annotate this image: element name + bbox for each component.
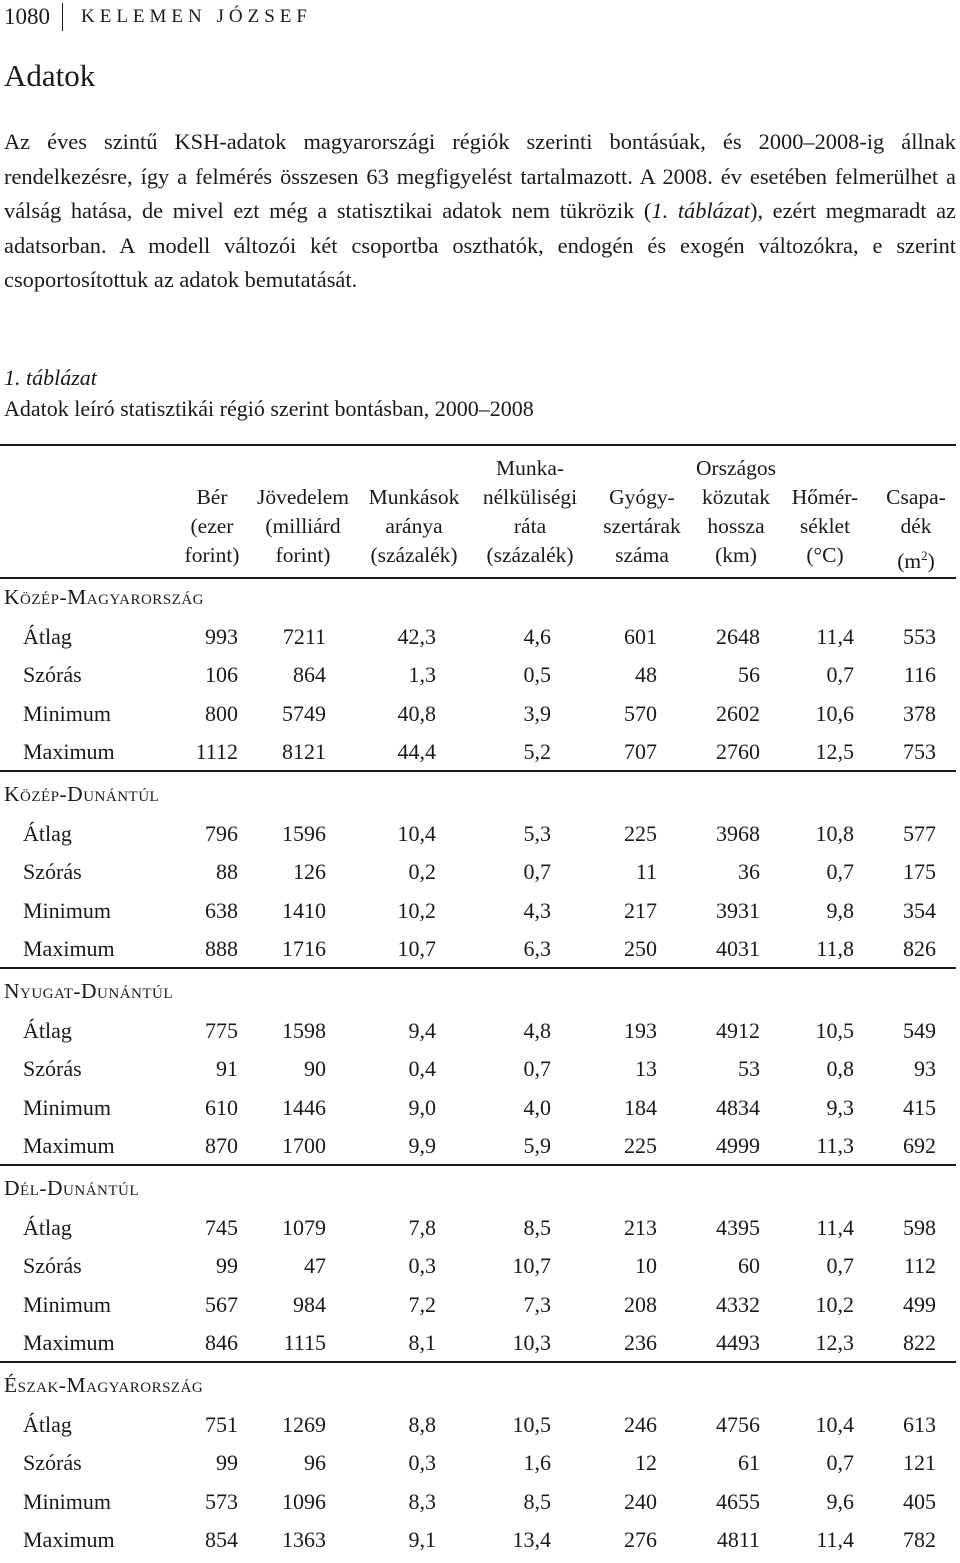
row-label: Maximum (23, 935, 115, 961)
table-cell: 11,4 (816, 1526, 854, 1552)
table-row (0, 662, 956, 698)
table-row (0, 1215, 956, 1251)
table-cell: 10 (635, 1253, 657, 1279)
table-cell: 4655 (716, 1488, 760, 1514)
row-label: Minimum (23, 897, 112, 923)
table-row (0, 1018, 956, 1054)
table-cell: 10,5 (815, 1018, 854, 1043)
table-row (0, 701, 956, 737)
table-cell: 47 (304, 1253, 326, 1279)
column-header-line (354, 483, 474, 512)
column-header-line (686, 541, 786, 570)
table-cell: 10,2 (815, 1291, 854, 1317)
column-header-line (686, 512, 786, 541)
table-cell: 5,2 (523, 738, 551, 764)
column-header-text: ráta (513, 514, 547, 538)
table-cell: 96 (304, 1450, 326, 1476)
table-cell: 40,8 (397, 700, 436, 726)
table-cell: 4912 (716, 1018, 760, 1043)
column-header-4 (475, 454, 585, 570)
region-separator-rule (0, 1361, 956, 1363)
table-cell: 10,2 (397, 897, 436, 923)
table-cell: 9,0 (408, 1094, 436, 1120)
table-top-rule (0, 444, 956, 446)
table-cell: 864 (293, 662, 326, 688)
table-cell: 0,5 (523, 662, 551, 688)
column-header-text: szertárak (603, 514, 681, 538)
table-cell: 11,8 (816, 935, 854, 961)
table-cell: 1112 (195, 738, 238, 764)
table-cell: 11,3 (816, 1132, 854, 1158)
table-row (0, 1450, 956, 1486)
paragraph-part-2: ), ezért megmaradt az adatsorban. A modell változói két csoportba oszthatók, endogén és exogén változókra, e szerint csoportosítottuk az adatok bemutatását. (4, 198, 956, 293)
table-row (0, 821, 956, 857)
table-cell: 0,3 (408, 1253, 436, 1279)
table-cell: 246 (624, 1412, 657, 1437)
row-label: Maximum (23, 1132, 115, 1158)
table-cell: 822 (903, 1329, 936, 1355)
column-header-superscript: 2 (921, 548, 928, 563)
table-cell: 236 (624, 1329, 657, 1355)
table-cell: 7,3 (523, 1291, 551, 1317)
column-header-line (354, 512, 474, 541)
table-cell: 499 (903, 1291, 936, 1317)
column-header-2 (248, 454, 358, 570)
table-cell: 751 (205, 1412, 238, 1437)
table-row (0, 624, 956, 660)
row-label: Átlag (23, 1215, 72, 1240)
table-cell: 573 (205, 1488, 238, 1514)
table-cell: 175 (903, 859, 936, 885)
column-header-line (876, 483, 956, 512)
column-header-line (785, 512, 865, 541)
table-cell: 1363 (282, 1526, 326, 1552)
column-header-line (785, 483, 865, 512)
table-cell: 10,4 (815, 1412, 854, 1437)
table-cell: 106 (205, 662, 238, 688)
table-cell: 567 (205, 1291, 238, 1317)
column-header-line (248, 454, 358, 483)
table-cell: 0,7 (826, 859, 854, 885)
table-cell: 4,0 (523, 1094, 551, 1120)
table-cell: 8,1 (408, 1329, 436, 1355)
column-header-line (876, 541, 956, 574)
table-cell: 1446 (282, 1094, 326, 1120)
table-cell: 225 (624, 1132, 657, 1158)
table-cell: 870 (205, 1132, 238, 1158)
table-cell: 0,4 (408, 1056, 436, 1082)
table-cell: 0,7 (826, 662, 854, 688)
table-cell: 745 (205, 1215, 238, 1240)
table-cell: 42,3 (397, 624, 436, 649)
table-row (0, 1292, 956, 1328)
column-header-line (592, 483, 692, 512)
table-cell: 775 (205, 1018, 238, 1043)
running-head (4, 2, 312, 32)
column-header-text: Országos (695, 456, 776, 480)
table-caption-label: 1. táblázat (4, 365, 97, 390)
table-row (0, 1412, 956, 1448)
table-cell: 3931 (716, 897, 760, 923)
table-cell: 9,1 (408, 1526, 436, 1552)
column-header-line (475, 512, 585, 541)
table-cell: 782 (903, 1526, 936, 1552)
row-label: Maximum (23, 738, 115, 764)
column-header-7 (785, 454, 865, 570)
table-cell: 2648 (716, 624, 760, 649)
table-cell: 993 (205, 624, 238, 649)
column-header-line (785, 541, 865, 570)
table-cell: 44,4 (397, 738, 436, 764)
region-title: Közép-Magyarország (4, 585, 204, 609)
table-cell: 1115 (283, 1329, 326, 1355)
table-cell: 4811 (716, 1526, 760, 1552)
table-cell: 184 (624, 1094, 657, 1120)
table-row (0, 1095, 956, 1131)
table-cell: 405 (903, 1488, 936, 1514)
table-cell: 8,3 (408, 1488, 436, 1514)
column-header-text: dék (900, 514, 932, 538)
column-header-text: nélküliségi (482, 485, 578, 509)
row-label: Szórás (23, 859, 82, 885)
table-cell: 6,3 (523, 935, 551, 961)
column-header-line (172, 483, 252, 512)
table-row (0, 1056, 956, 1092)
column-header-text: forint) (184, 543, 240, 567)
column-header-line (686, 483, 786, 512)
table-cell: 276 (624, 1526, 657, 1552)
table-cell: 553 (903, 624, 936, 649)
table-cell: 9,3 (826, 1094, 854, 1120)
column-header-text: Jövedelem (257, 485, 349, 509)
row-label: Szórás (23, 1056, 82, 1082)
table-header-rule (0, 577, 956, 579)
table-cell: 116 (903, 662, 936, 688)
row-label: Szórás (23, 1450, 82, 1476)
table-cell: 11 (635, 859, 657, 885)
table-cell: 5749 (282, 700, 326, 726)
table-cell: 1269 (282, 1412, 326, 1437)
table-row (0, 1253, 956, 1289)
column-header-text: Munka- (495, 456, 565, 480)
table-cell: 7211 (282, 624, 326, 649)
table-cell: 4,3 (523, 897, 551, 923)
column-header-text: száma (615, 543, 669, 567)
table-cell: 638 (205, 897, 238, 923)
column-header-text: (ezer (190, 514, 234, 538)
table-row (0, 1489, 956, 1525)
table-cell: 10,5 (512, 1412, 551, 1437)
table-cell: 99 (216, 1253, 238, 1279)
row-label: Szórás (23, 1253, 82, 1279)
table-row (0, 898, 956, 934)
table-cell: 213 (624, 1215, 657, 1240)
table-cell: 8,8 (408, 1412, 436, 1437)
table-cell: 549 (903, 1018, 936, 1043)
table-cell: 12 (635, 1450, 657, 1476)
table-cell: 225 (624, 821, 657, 846)
row-label: Minimum (23, 1488, 112, 1514)
column-header-line (592, 454, 692, 483)
table-cell: 0,7 (826, 1450, 854, 1476)
table-cell: 1596 (282, 821, 326, 846)
row-label: Maximum (23, 1329, 115, 1355)
table-cell: 8,5 (523, 1488, 551, 1514)
table-cell: 121 (903, 1450, 936, 1476)
table-cell: 7,2 (408, 1291, 436, 1317)
table-caption-title: Adatok leíró statisztikái régió szerint bontásban, 2000–2008 (4, 396, 534, 421)
body-paragraph (4, 125, 956, 298)
row-label: Minimum (23, 700, 112, 726)
table-cell: 9,6 (826, 1488, 854, 1514)
table-cell: 4999 (716, 1132, 760, 1158)
table-cell: 250 (624, 935, 657, 961)
table-cell: 11,4 (816, 1215, 854, 1240)
table-cell: 10,3 (512, 1329, 551, 1355)
column-header-8 (876, 454, 956, 574)
table-cell: 2602 (716, 700, 760, 726)
table-cell: 1079 (282, 1215, 326, 1240)
table-cell: 1,3 (408, 662, 436, 688)
column-header-line (686, 454, 786, 483)
table-cell: 354 (903, 897, 936, 923)
region-title: Közép-Dunántúl (4, 782, 160, 806)
table-cell: 112 (903, 1253, 936, 1279)
table-cell: 0,7 (523, 859, 551, 885)
region-title: Észak-Magyarország (4, 1373, 204, 1397)
table-cell: 4,8 (523, 1018, 551, 1043)
table-cell: 9,8 (826, 897, 854, 923)
table-reference: 1. táblázat (651, 198, 750, 224)
column-header-line (172, 541, 252, 570)
table-cell: 613 (903, 1412, 936, 1437)
table-cell: 4395 (716, 1215, 760, 1240)
column-header-line (172, 454, 252, 483)
table-cell: 826 (903, 935, 936, 961)
region-separator-rule (0, 770, 956, 772)
table-cell: 4031 (716, 935, 760, 961)
table-cell: 800 (205, 700, 238, 726)
table-cell: 415 (903, 1094, 936, 1120)
column-header-text: (százalék) (370, 543, 458, 567)
column-header-line (354, 454, 474, 483)
column-header-text: hossza (707, 514, 765, 538)
table-cell: 217 (624, 897, 657, 923)
column-header-line (876, 512, 956, 541)
table-cell: 692 (903, 1132, 936, 1158)
table-cell: 91 (216, 1056, 238, 1082)
column-header-1 (172, 454, 252, 570)
table-cell: 846 (205, 1329, 238, 1355)
table-cell: 8,5 (523, 1215, 551, 1240)
table-cell: 99 (216, 1450, 238, 1476)
table-cell: 577 (903, 821, 936, 846)
table-cell: 12,3 (815, 1329, 854, 1355)
column-header-line (354, 541, 474, 570)
column-header-3 (354, 454, 474, 570)
column-header-text: séklet (799, 514, 851, 538)
column-header-line (475, 454, 585, 483)
table-cell: 13 (635, 1056, 657, 1082)
paragraph-part-1: Az éves szintű KSH-adatok magyarországi régiók szerinti bontásúak, és 2000–2008-ig állnak rendelkezésre, így a felmérés összesen 63 megfigyelést tartalmazott. A 2008. év esetében felmerülhet a válság hatása, de mivel ezt még a statisztikai adatok nem tükrözik ( (4, 129, 956, 224)
table-cell: 208 (624, 1291, 657, 1317)
column-header-line (172, 512, 252, 541)
column-header-line (592, 512, 692, 541)
table-cell: 4756 (716, 1412, 760, 1437)
column-header-line (876, 454, 956, 483)
table-cell: 53 (738, 1056, 760, 1082)
table-cell: 1096 (282, 1488, 326, 1514)
table-cell: 48 (635, 662, 657, 688)
table-cell: 56 (738, 662, 760, 688)
region-separator-rule (0, 967, 956, 969)
table-cell: 854 (205, 1526, 238, 1552)
table-cell: 13,4 (512, 1526, 551, 1552)
row-label: Maximum (23, 1526, 115, 1552)
column-header-5 (592, 454, 692, 570)
row-label: Átlag (23, 624, 72, 649)
column-header-text: (°C) (806, 543, 844, 567)
table-cell: 9,9 (408, 1132, 436, 1158)
table-cell: 796 (205, 821, 238, 846)
column-header-text: (km) (715, 543, 757, 567)
column-header-line (475, 541, 585, 570)
table-cell: 10,7 (397, 935, 436, 961)
row-label: Átlag (23, 1018, 72, 1043)
table-cell: 4,6 (523, 624, 551, 649)
table-cell: 61 (738, 1450, 760, 1476)
table-cell: 10,4 (397, 821, 436, 846)
row-label: Minimum (23, 1291, 112, 1317)
table-cell: 11,4 (816, 624, 854, 649)
table-cell: 4493 (716, 1329, 760, 1355)
table-cell: 601 (624, 624, 657, 649)
table-row (0, 859, 956, 895)
table-cell: 0,7 (523, 1056, 551, 1082)
table-cell: 0,2 (408, 859, 436, 885)
table-cell: 753 (903, 738, 936, 764)
column-header-line (248, 512, 358, 541)
table-cell: 1410 (282, 897, 326, 923)
column-header-text: aránya (385, 514, 443, 538)
table-cell: 3,9 (523, 700, 551, 726)
column-header-text: (milliárd (265, 514, 341, 538)
table-cell: 378 (903, 700, 936, 726)
region-title: Nyugat-Dunántúl (4, 979, 174, 1003)
table-cell: 570 (624, 700, 657, 726)
table-cell: 984 (293, 1291, 326, 1317)
table-cell: 0,8 (826, 1056, 854, 1082)
table-cell: 0,3 (408, 1450, 436, 1476)
page-number: 1080 (4, 4, 50, 29)
section-title: Adatok (4, 58, 96, 93)
table-cell: 707 (624, 738, 657, 764)
table-cell: 0,7 (826, 1253, 854, 1279)
table-cell: 8121 (282, 738, 326, 764)
table-cell: 93 (914, 1056, 936, 1082)
column-header-text: (százalék) (486, 543, 574, 567)
table-cell: 60 (738, 1253, 760, 1279)
table-cell: 88 (216, 859, 238, 885)
row-label: Minimum (23, 1094, 112, 1120)
table-cell: 610 (205, 1094, 238, 1120)
table-cell: 4332 (716, 1291, 760, 1317)
table-cell: 10,7 (512, 1253, 551, 1279)
column-header-text: (m (897, 549, 922, 574)
table-cell: 598 (903, 1215, 936, 1240)
column-header-text: Bér (196, 485, 228, 509)
column-header-text: Munkások (368, 485, 460, 509)
table-cell: 90 (304, 1056, 326, 1082)
running-head-author: KELEMEN JÓZSEF (81, 6, 312, 27)
table-cell: 1,6 (523, 1450, 551, 1476)
column-header-text: ) (927, 549, 935, 574)
table-cell: 5,9 (523, 1132, 551, 1158)
column-header-6 (686, 454, 786, 570)
table-cell: 12,5 (815, 738, 854, 764)
table-cell: 10,6 (815, 700, 854, 726)
column-header-line (248, 483, 358, 512)
table-cell: 7,8 (408, 1215, 436, 1240)
column-header-text: Gyógy- (609, 485, 675, 509)
table-cell: 193 (624, 1018, 657, 1043)
table-cell: 240 (624, 1488, 657, 1514)
region-title: Dél-Dunántúl (4, 1176, 140, 1200)
region-separator-rule (0, 1164, 956, 1166)
table-cell: 10,8 (815, 821, 854, 846)
table-cell: 3968 (716, 821, 760, 846)
row-label: Szórás (23, 662, 82, 688)
table-cell: 1716 (282, 935, 326, 961)
column-header-text: Csapa- (886, 485, 946, 509)
column-header-line (475, 483, 585, 512)
column-header-line (592, 541, 692, 570)
table-cell: 4834 (716, 1094, 760, 1120)
table-cell: 5,3 (523, 821, 551, 846)
row-label: Átlag (23, 821, 72, 846)
column-header-text: forint) (275, 543, 331, 567)
row-label: Átlag (23, 1412, 72, 1437)
column-header-text: közutak (701, 485, 771, 509)
table-cell: 888 (205, 935, 238, 961)
table-cell: 126 (293, 859, 326, 885)
column-header-text: Hőmér- (791, 485, 859, 509)
table-row (0, 1527, 956, 1563)
table-cell: 2760 (716, 738, 760, 764)
table-cell: 36 (738, 859, 760, 885)
column-header-line (248, 541, 358, 570)
table-cell: 1700 (282, 1132, 326, 1158)
column-header-line (785, 454, 865, 483)
table-cell: 9,4 (408, 1018, 436, 1043)
table-cell: 1598 (282, 1018, 326, 1043)
